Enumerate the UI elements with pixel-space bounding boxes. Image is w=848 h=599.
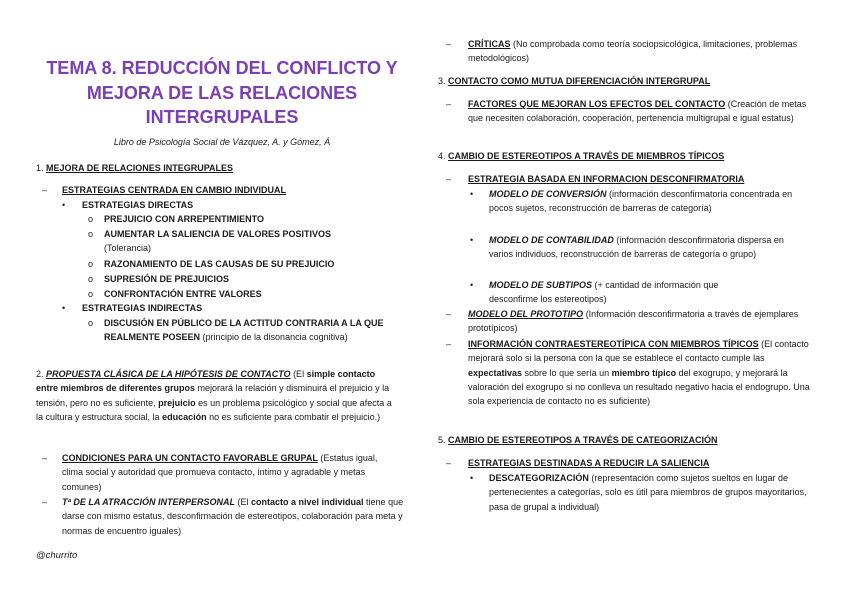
section-5-heading: 5. CAMBIO DE ESTEREOTIPOS A TRAVÉS DE CATEGORIZACIÓN <box>438 435 718 445</box>
dash-marker: – <box>446 458 452 468</box>
circle-marker: o <box>88 229 94 239</box>
s2-c1: – CONDICIONES PARA UN CONTACTO FAVORABLE GRUPAL (Estatus igual, clima social y autoridad que promueva contacto, íntimo y agradable y metas comunes) <box>42 453 378 492</box>
dash-marker: – <box>446 174 452 184</box>
s4-m1: • MODELO DE CONVERSIÓN (información desconfirmatoria concentrada en pocos sujetos, reconstrucción de barreras de categoría) <box>470 189 793 214</box>
bullet-marker: • <box>470 280 474 290</box>
s1-i1: o DISCUSIÓN EN PÚBLICO DE LA ACTITUD CONTRARIA A LA QUE REALMENTE POSEEN (principio de la disonancia cognitiva) <box>88 318 384 343</box>
bullet-marker: • <box>62 200 66 210</box>
bullet-marker: • <box>470 189 474 199</box>
s4-m3: • MODELO DE SUBTIPOS (+ cantidad de información que desconfirme los estereotipos) <box>470 280 719 305</box>
s2-c2: – Tª DE LA ATRACCIÓN INTERPERSONAL (El contacto a nivel individual tiene que darse con mismo estatus, desconfirmación de estereotipos, colaboración para meta y normas de encuentro iguales) <box>42 497 404 536</box>
page-title: TEMA 8. REDUCCIÓN DEL CONFLICTO Y MEJORA DE LAS RELACIONES INTERGRUPALES <box>46 58 398 127</box>
section-2: 2. PROPUESTA CLÁSICA DE LA HIPÓTESIS DE CONTACTO (El simple contacto entre miembros de diferentes grupos mejorará la relación y disminuirá el prejuicio y la tensión, pero no es suficiente, prejuicio es un problema psicológico y social que afecta a la cultura y estructura social, la educación no es suficiente para combatir el prejuicio.) <box>36 369 392 422</box>
dash-marker: – <box>446 309 452 319</box>
bullet-marker: • <box>470 473 474 483</box>
subtitle: Libro de Psicología Social de Vázquez, A. y Gómez, Á <box>113 137 331 147</box>
criticas: – CRÍTICAS (No comprobada como teoría sociopsicológica, limitaciones, problemas metodológicos) <box>446 39 798 64</box>
section-3-heading: 3. CONTACTO COMO MUTUA DIFERENCIACIÓN INTERGRUPAL <box>438 76 711 86</box>
circle-marker: o <box>88 289 94 299</box>
signature: @churrito <box>36 550 78 561</box>
circle-marker: o <box>88 318 94 328</box>
bullet-marker: • <box>470 235 474 245</box>
title-block <box>36 56 408 130</box>
s3-factors: – FACTORES QUE MEJORAN LOS EFECTOS DEL CONTACTO (Creación de metas que necesiten colaboración, cooperación, pertenencia multigrupal e igual estatus) <box>446 99 807 124</box>
s5-descat: • DESCATEGORIZACIÓN (representación como sujetos sueltos en lugar de pertenecientes a categorías, solo es útil para miembros de grupos mayoritarios, pasa de grupal a individual) <box>470 473 807 512</box>
s4-info: – INFORMACIÓN CONTRAESTEREOTÍPICA CON MIEMBROS TÍPICOS (El contacto mejorará solo si la persona con la que se establece el contacto cumple las expectativas sobre lo que sería un miembro típico del exogrupo, y mejorará la valoración del exogrupo si no conlleva un resultado negativo hacia el endogrupo. Una sola experiencia de contacto no es suficiente) <box>446 339 810 407</box>
bullet-marker: • <box>62 303 66 313</box>
section-4-heading: 4. CAMBIO DE ESTEREOTIPOS A TRAVÉS DE MIEMBROS TÍPICOS <box>438 151 725 161</box>
dash-marker: – <box>42 185 48 195</box>
circle-marker: o <box>88 214 94 224</box>
dash-marker: – <box>446 99 452 109</box>
dash-marker: – <box>42 453 48 463</box>
dash-marker: – <box>446 39 452 49</box>
section-1-heading: 1. MEJORA DE RELACIONES INTEGRUPALES <box>36 163 234 173</box>
s4-prototype: – MODELO DEL PROTOTIPO (Información desconfirmatoria a través de ejemplares prototípicos) <box>446 309 799 334</box>
dash-marker: – <box>42 497 48 507</box>
circle-marker: o <box>88 259 94 269</box>
dash-marker: – <box>446 339 452 349</box>
circle-marker: o <box>88 274 94 284</box>
s4-m2: • MODELO DE CONTABILIDAD (información desconfirmatoria dispersa en varios individuos, reconstrucción de barreras de categoría o grupo) <box>470 235 784 260</box>
